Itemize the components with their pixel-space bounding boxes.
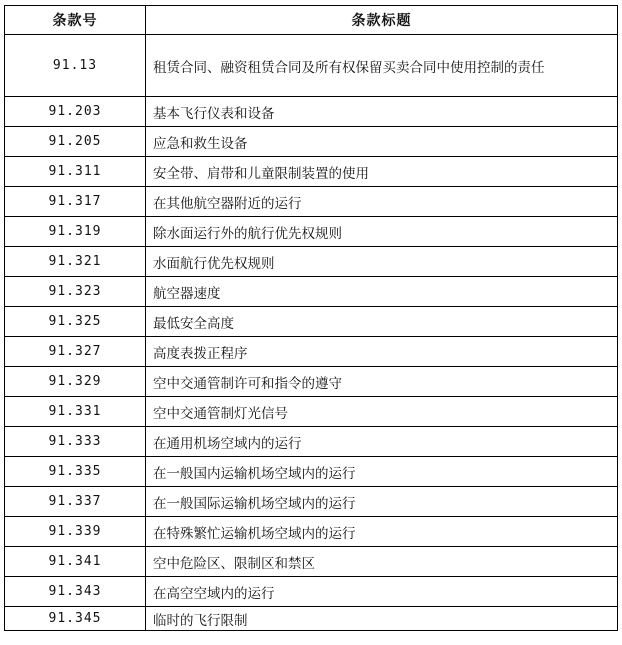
table-row bbox=[5, 427, 618, 457]
clause-title: 航空器速度 bbox=[146, 277, 618, 307]
table-row bbox=[5, 487, 618, 517]
table-row bbox=[5, 157, 618, 187]
clause-number: 91.323 bbox=[5, 277, 146, 307]
clause-number: 91.335 bbox=[5, 457, 146, 487]
clause-title: 租赁合同、融资租赁合同及所有权保留买卖合同中使用控制的责任 bbox=[146, 35, 618, 97]
table-row bbox=[5, 307, 618, 337]
clause-number: 91.345 bbox=[5, 607, 146, 631]
clause-number: 91.329 bbox=[5, 367, 146, 397]
table-row bbox=[5, 367, 618, 397]
table-row bbox=[5, 187, 618, 217]
clause-title: 高度表拨正程序 bbox=[146, 337, 618, 367]
clause-number: 91.311 bbox=[5, 157, 146, 187]
table-row bbox=[5, 247, 618, 277]
clause-title: 在一般国内运输机场空域内的运行 bbox=[146, 457, 618, 487]
clause-title: 在特殊繁忙运输机场空域内的运行 bbox=[146, 517, 618, 547]
clause-title: 应急和救生设备 bbox=[146, 127, 618, 157]
clause-title: 最低安全高度 bbox=[146, 307, 618, 337]
table-row bbox=[5, 277, 618, 307]
table-row bbox=[5, 337, 618, 367]
table-row bbox=[5, 97, 618, 127]
clause-title: 临时的飞行限制 bbox=[146, 607, 618, 631]
clause-title: 除水面运行外的航行优先权规则 bbox=[146, 217, 618, 247]
clause-title: 空中交通管制许可和指令的遵守 bbox=[146, 367, 618, 397]
clause-number: 91.339 bbox=[5, 517, 146, 547]
table-header-row bbox=[5, 6, 618, 35]
table-row bbox=[5, 577, 618, 607]
table-row bbox=[5, 607, 618, 631]
table-row bbox=[5, 457, 618, 487]
table-row bbox=[5, 217, 618, 247]
clause-title: 在其他航空器附近的运行 bbox=[146, 187, 618, 217]
clause-number: 91.203 bbox=[5, 97, 146, 127]
table-row bbox=[5, 397, 618, 427]
header-clause-number: 条款号 bbox=[5, 6, 146, 35]
clause-number: 91.327 bbox=[5, 337, 146, 367]
clause-title: 在高空空域内的运行 bbox=[146, 577, 618, 607]
header-clause-title: 条款标题 bbox=[146, 6, 618, 35]
clause-number: 91.319 bbox=[5, 217, 146, 247]
table-row bbox=[5, 547, 618, 577]
clause-number: 91.321 bbox=[5, 247, 146, 277]
table-row bbox=[5, 517, 618, 547]
regulation-clause-table bbox=[4, 5, 618, 631]
clause-title: 水面航行优先权规则 bbox=[146, 247, 618, 277]
clause-number: 91.331 bbox=[5, 397, 146, 427]
clause-number: 91.337 bbox=[5, 487, 146, 517]
clause-number: 91.341 bbox=[5, 547, 146, 577]
clause-number: 91.13 bbox=[5, 35, 146, 97]
clause-number: 91.325 bbox=[5, 307, 146, 337]
clause-title: 在一般国际运输机场空域内的运行 bbox=[146, 487, 618, 517]
clause-number: 91.343 bbox=[5, 577, 146, 607]
clause-number: 91.317 bbox=[5, 187, 146, 217]
clause-title: 空中危险区、限制区和禁区 bbox=[146, 547, 618, 577]
clause-number: 91.205 bbox=[5, 127, 146, 157]
table-row bbox=[5, 127, 618, 157]
clause-title: 安全带、肩带和儿童限制装置的使用 bbox=[146, 157, 618, 187]
clause-title: 基本飞行仪表和设备 bbox=[146, 97, 618, 127]
clause-title: 在通用机场空域内的运行 bbox=[146, 427, 618, 457]
clause-title: 空中交通管制灯光信号 bbox=[146, 397, 618, 427]
table-row bbox=[5, 35, 618, 97]
clause-number: 91.333 bbox=[5, 427, 146, 457]
